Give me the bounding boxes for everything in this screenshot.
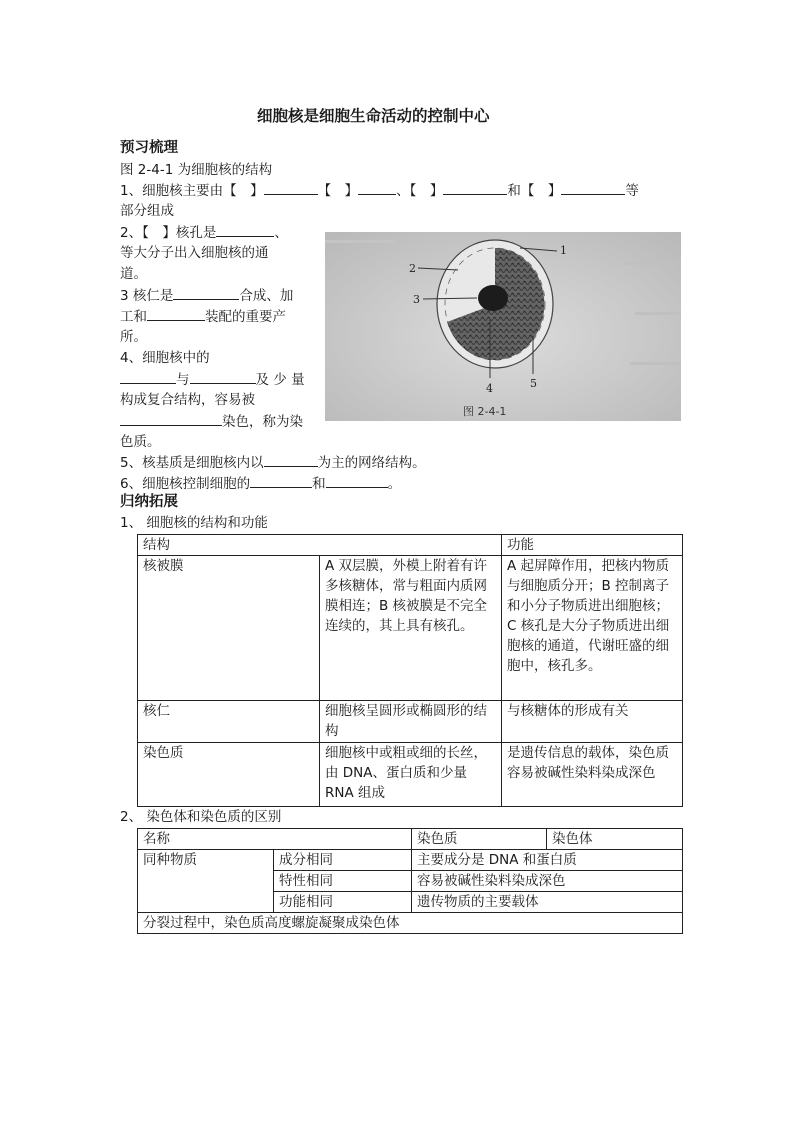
figure-label-4: 4: [486, 382, 493, 395]
figure-label-5: 5: [530, 377, 537, 390]
q1-suffix: 等: [625, 183, 639, 199]
q3-text1: 合成、加: [239, 288, 294, 304]
table-footer-row: [138, 913, 683, 934]
q1-blank-2[interactable]: [358, 180, 396, 195]
q5-suffix: 为主的网络结构。: [317, 455, 426, 471]
row-desc: 主要成分是 DNA 和蛋白质: [412, 850, 683, 871]
header-chromatin: 染色质: [412, 829, 547, 850]
q2-comma: 、: [274, 225, 288, 241]
nucleolus: [478, 285, 508, 311]
q6-prefix: 6、细胞核控制细胞的: [120, 476, 251, 492]
row-aspect: 成分相同: [274, 850, 412, 871]
q4-line2a: 与: [176, 372, 190, 388]
figure-intro-line: 图 2-4-1 为细胞核的结构: [120, 162, 273, 178]
q4-line4b: 染色，称为染: [222, 414, 303, 430]
header-structure: 结构: [138, 535, 502, 556]
structure-function-table: [137, 534, 683, 807]
row-structure: 细胞核中或粗或细的长丝，由 DNA、蛋白质和少量 RNA 组成: [320, 743, 502, 807]
page-title: 细胞核是细胞生命活动的控制中心: [257, 107, 490, 125]
question-4: 4、细胞核中的: [120, 350, 210, 366]
q1-and: 和: [507, 183, 521, 199]
row-structure: 细胞核呈圆形或椭圆形的结构: [320, 701, 502, 743]
q2-text1: 核孔是: [175, 225, 217, 241]
row-name: 核被膜: [138, 556, 320, 701]
row-aspect: 特性相同: [274, 871, 412, 892]
q2-bracket: 【 】: [142, 225, 176, 241]
row-desc: 遗传物质的主要载体: [412, 892, 683, 913]
q4-blank-2[interactable]: [190, 369, 256, 384]
table-footer: 分裂过程中，染色质高度螺旋凝聚成染色体: [138, 913, 683, 934]
q5-blank[interactable]: [264, 452, 318, 467]
q6-blank-2[interactable]: [326, 473, 388, 488]
q1-bracket-2: 【 】: [317, 183, 359, 199]
q1-line2: 部分组成: [120, 203, 174, 219]
q4-line3: 构成复合结构，容易被: [120, 392, 255, 408]
q3-line2b: 装配的重要产: [205, 309, 286, 325]
q2-prefix: 2、: [120, 225, 143, 241]
question-3: [120, 285, 293, 306]
question-6: [120, 473, 401, 494]
q1-bracket-1: 【 】: [223, 183, 264, 199]
header-chromosome: 染色体: [547, 829, 683, 850]
q4-blank-3[interactable]: [120, 411, 222, 426]
q3-blank-1[interactable]: [173, 285, 239, 300]
q1-sep: 、: [396, 183, 410, 199]
row-name: 染色质: [138, 743, 320, 807]
table-row: [138, 701, 683, 743]
q4-blank-1[interactable]: [120, 369, 176, 384]
question-2: [120, 222, 288, 243]
row-function: A 起屏障作用，把核内物质与细胞质分开；B 控制离子和小分子物质进出细胞核；C 核孔是大分子物质进出细胞核的通道，代谢旺盛的细胞中，核孔多。: [502, 556, 683, 701]
nucleus-figure-photo: [325, 232, 681, 421]
q3-prefix: 3 核仁是: [120, 288, 174, 304]
figure-caption: 图 2-4-1: [463, 405, 507, 418]
q5-prefix: 5、核基质是细胞核内以: [120, 455, 264, 471]
q2-line3: 道。: [120, 266, 147, 282]
row-aspect: 功能相同: [274, 892, 412, 913]
table-header-row: [138, 535, 683, 556]
q1-blank-3[interactable]: [443, 180, 507, 195]
header-name: 名称: [138, 829, 412, 850]
row-function: 与核糖体的形成有关: [502, 701, 683, 743]
row-function: 是遗传信息的载体，染色质容易被碱性染料染成深色: [502, 743, 683, 807]
group-same-substance: 同种物质: [138, 850, 274, 913]
table-header-row: [138, 829, 683, 850]
q4-line4: [120, 411, 303, 432]
q2-line2: 等大分子出入细胞核的通: [120, 245, 269, 261]
q3-blank-2[interactable]: [147, 306, 205, 321]
q4-line2: [120, 369, 305, 390]
q4-line2b: 及 少 量: [255, 372, 305, 388]
section-heading-summary: 归纳拓展: [120, 494, 178, 510]
table-row: [138, 743, 683, 807]
q2-blank-1[interactable]: [216, 222, 274, 237]
figure-label-3: 3: [413, 293, 420, 306]
table-row: [138, 850, 683, 871]
question-5: [120, 452, 426, 473]
row-desc: 容易被碱性染料染成深色: [412, 871, 683, 892]
header-function: 功能: [502, 535, 683, 556]
q3-line3: 所。: [120, 329, 147, 345]
q6-and: 和: [312, 476, 326, 492]
table-row: [138, 556, 683, 701]
q1-bracket-4: 【 】: [520, 183, 562, 199]
figure-label-1: 1: [560, 244, 567, 257]
q1-bracket-3: 【 】: [409, 183, 444, 199]
q3-line2a: 工和: [120, 309, 147, 325]
question-1: [120, 180, 639, 201]
table1-caption: 1、 细胞核的结构和功能: [120, 515, 268, 531]
chromatin-chromosome-table: [137, 828, 683, 934]
section-heading-preview: 预习梳理: [120, 140, 178, 156]
table2-caption: 2、 染色体和染色质的区别: [120, 809, 282, 825]
q4-line5: 色质。: [120, 434, 161, 450]
q3-line2: [120, 306, 286, 327]
q6-end: 。: [387, 476, 402, 492]
figure-label-2: 2: [409, 262, 416, 275]
q1-blank-4[interactable]: [561, 180, 625, 195]
row-name: 核仁: [138, 701, 320, 743]
q1-prefix: 1、细胞核主要由: [120, 183, 224, 199]
nucleus-diagram: [325, 232, 681, 421]
row-structure: A 双层膜，外模上附着有许多核糖体，常与粗面内质网膜相连；B 核被膜是不完全连续的，其上具有核孔。: [320, 556, 502, 701]
q1-blank-1[interactable]: [264, 180, 318, 195]
q6-blank-1[interactable]: [250, 473, 312, 488]
